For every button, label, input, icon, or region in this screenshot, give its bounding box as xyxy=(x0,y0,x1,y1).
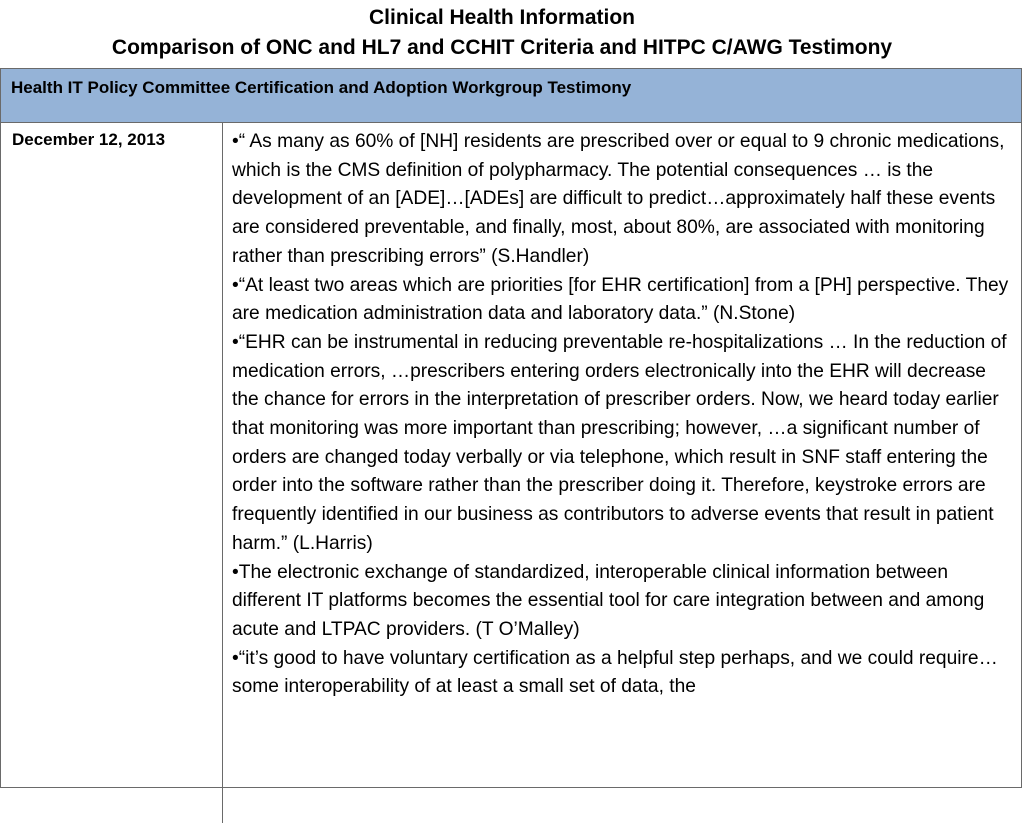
date-cell xyxy=(1,123,223,823)
quotes-cell xyxy=(223,123,1023,823)
slide-title-line-1: Clinical Health Information xyxy=(368,6,636,29)
testimony-date: December 12, 2013 xyxy=(12,130,166,149)
quote-item: •“ As many as 60% of [NH] residents are prescribed over or equal to 9 chronic medications, which is the CMS definition of polypharmacy. The potential consequences … is the development of an [ADE]…[ADEs] are difficult to predict…approximately half these events are considered preventable, and finally, most, about 80%, are associated with monitoring rather than prescribing errors” (S.Handler) xyxy=(232,131,1005,267)
quote-item: •The electronic exchange of standardized, interoperable clinical information between different IT platforms becomes the essential tool for care integration between and among acute and LTPAC providers. (T O’Malley) xyxy=(232,561,985,640)
slide-title xyxy=(0,3,1004,63)
testimony-table xyxy=(0,68,1022,788)
quote-item: •“it’s good to have voluntary certification as a helpful step perhaps, and we could require…some interoperability of at least a small set of data, the xyxy=(232,647,998,698)
table-header-text: Health IT Policy Committee Certification and Adoption Workgroup Testimony xyxy=(11,78,632,97)
quote-item: •“EHR can be instrumental in reducing preventable re-hospitalizations … In the reduction of medication errors, …prescribers entering orders electronically into the EHR will decrease the chance for errors in the interpretation of prescriber orders. Now, we heard today earlier that monitoring was more important than prescribing; however, …a significant number of orders are changed today verbally or via telephone, which result in SNF staff entering the order into the software rather than the prescriber doing it. Therefore, keystroke errors are frequently identified in our business as contributors to adverse events that result in patient harm.” (L.Harris) xyxy=(232,331,1007,554)
quote-item: •“At least two areas which are priorities [for EHR certification] from a [PH] perspective. They are medication administration data and laboratory data.” (N.Stone) xyxy=(232,274,1009,325)
slide-title-line-2: Comparison of ONC and HL7 and CCHIT Criteria and HITPC C/AWG Testimony xyxy=(111,36,893,59)
table-header-row xyxy=(1,69,1021,123)
quote-list xyxy=(232,128,1016,702)
